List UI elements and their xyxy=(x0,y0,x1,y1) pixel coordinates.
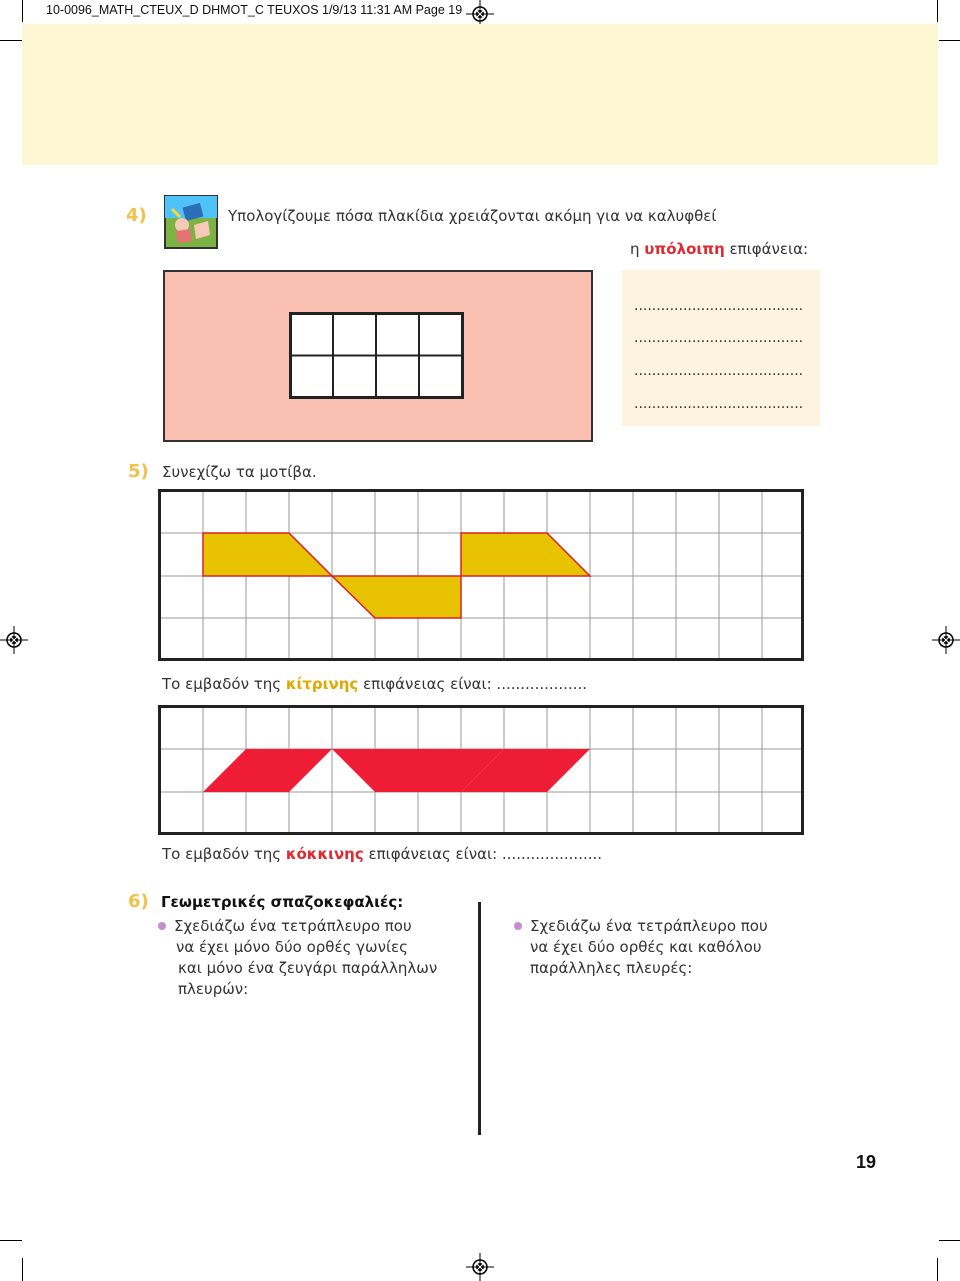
answer-line: ...................................... xyxy=(634,363,804,379)
yellow-shape xyxy=(332,576,461,618)
right-task-line: να έχει δύο ορθές και καθόλου xyxy=(530,938,762,956)
answer-line: ...................................... xyxy=(634,298,804,314)
question-6-number: 6) xyxy=(128,891,149,912)
right-task-line xyxy=(514,916,768,937)
left-task-line: πλευρών: xyxy=(178,980,249,998)
red-area-suffix: επιφάνειας είναι: ..................... xyxy=(363,845,603,863)
question-4-line2-prefix: η xyxy=(630,240,645,258)
page-number: 19 xyxy=(856,1152,877,1172)
bullet-icon xyxy=(158,922,166,930)
crop-mark xyxy=(939,40,960,41)
crop-mark xyxy=(0,40,22,41)
crop-mark xyxy=(937,1258,938,1281)
right-task-text: Σχεδιάζω ένα τετράπλευρο που xyxy=(530,917,768,935)
yellow-area-sentence xyxy=(162,675,587,693)
yellow-area-suffix: επιφάνειας είναι: ................... xyxy=(358,675,588,693)
calculator-picture-icon xyxy=(164,195,218,249)
question-5-number: 5) xyxy=(128,461,149,482)
question-4-line2-highlight: υπόλοιπη xyxy=(644,240,725,258)
question-5-instruction: Συνεχίζω τα μοτίβα. xyxy=(162,463,317,481)
question-4-line1: Υπολογίζουμε πόσα πλακίδια χρειάζονται ακόμη για να καλυφθεί xyxy=(228,207,717,225)
print-header: 10-0096_MATH_CTEUX_D DHMOT_C TEUXOS 1/9/13 11:31 AM Page 19 xyxy=(46,3,463,17)
question-4-line2 xyxy=(630,240,808,258)
yellow-shape xyxy=(203,533,332,576)
yellow-area-prefix: Το εμβαδόν της xyxy=(162,675,286,693)
yellow-pattern-grid xyxy=(158,489,804,661)
answer-line: ...................................... xyxy=(634,396,804,412)
registration-mark-icon xyxy=(932,626,960,654)
red-shape xyxy=(203,749,332,792)
crop-mark xyxy=(22,0,23,22)
red-word: κόκκινης xyxy=(285,845,364,863)
registration-mark-icon xyxy=(0,626,28,654)
yellow-word: κίτρινης xyxy=(285,675,359,693)
header-band xyxy=(22,24,938,165)
column-divider xyxy=(478,902,481,1135)
answer-line: ...................................... xyxy=(634,330,804,346)
registration-mark-icon xyxy=(466,1253,494,1281)
red-area-prefix: Το εμβαδόν της xyxy=(162,845,286,863)
crop-mark xyxy=(0,1240,22,1241)
right-task-line: παράλληλες πλευρές: xyxy=(530,959,693,977)
question-4-line2-suffix: επιφάνεια: xyxy=(724,240,809,258)
question-4-number: 4) xyxy=(126,205,147,226)
left-task-line: και μόνο ένα ζευγάρι παράλληλων xyxy=(178,959,438,977)
crop-mark xyxy=(939,1240,960,1241)
bullet-icon xyxy=(514,922,522,930)
red-area-sentence xyxy=(162,845,602,863)
yellow-shape xyxy=(461,533,590,576)
crop-mark xyxy=(937,0,938,22)
red-pattern-grid xyxy=(158,705,804,835)
left-task-line: να έχει μόνο δύο ορθές γωνίες xyxy=(176,938,408,956)
left-task xyxy=(158,916,437,1000)
crop-mark xyxy=(22,1258,23,1281)
left-task-line xyxy=(158,916,437,937)
tile-grid xyxy=(289,312,464,399)
question-6-title: Γεωμετρικές σπαζοκεφαλιές: xyxy=(161,893,404,911)
left-task-text: Σχεδιάζω ένα τετράπλευρο που xyxy=(174,917,412,935)
right-task xyxy=(514,916,768,979)
